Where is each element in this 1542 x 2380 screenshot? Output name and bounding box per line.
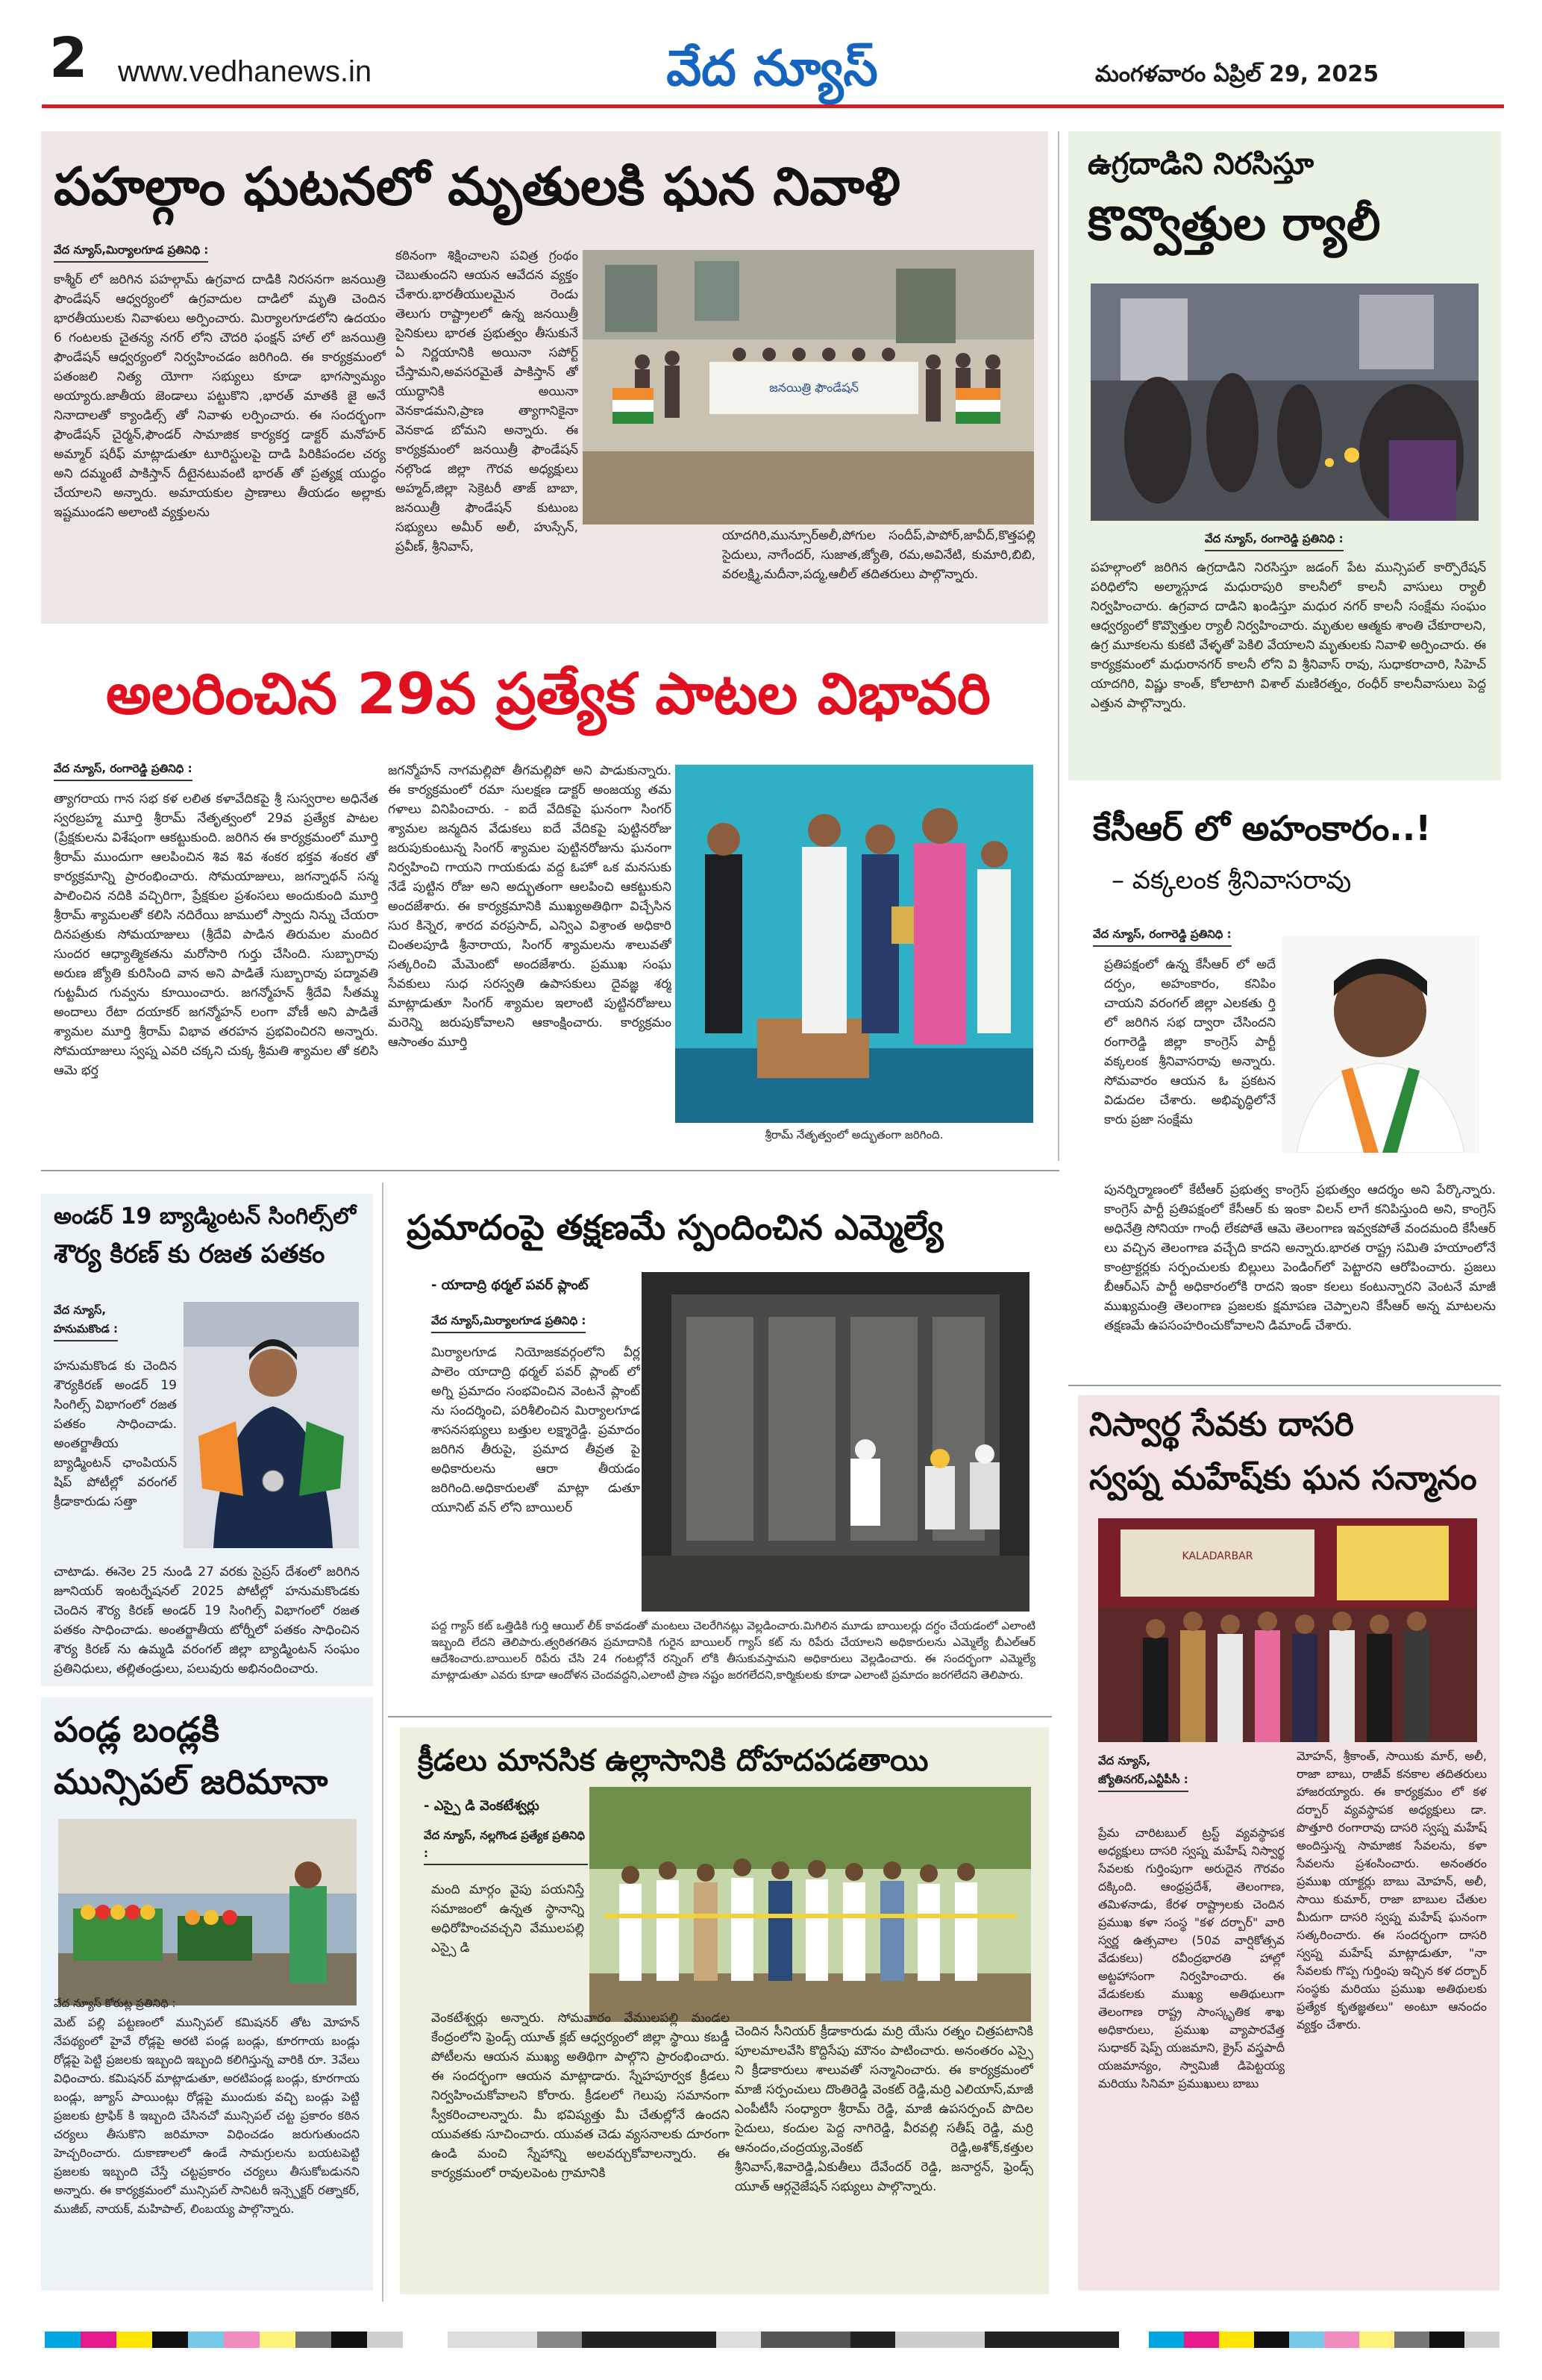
story6-headline: క్రీడలు మానసిక ఉల్లాసానికి దోహదపడతాయి xyxy=(418,1744,929,1778)
story2-byline: వేద న్యూస్, రంగారెడ్డి ప్రతినిధి : xyxy=(54,762,192,781)
story3-col-narrow: హనుమకొండ కు చెందిన శౌర్యకిరణ్ అండర్ 19 సింగిల్స్ విభాగంలో రజత పతకం సాధించాడు. అంతర్జాతీయ బ్యాడ్మింటన్ ఛాంపియన్ షిప్ పోటీల్లో వరంగల్ క్రీడాకారుడు సత్తా xyxy=(54,1359,177,1509)
story1-col2: కఠినంగా శిక్షించాలని పవిత్ర గ్రంథం చెబుతుందని ఆయన ఆవేదన వ్యక్తం చేశారు.భారతీయులమైన రెండు తెలుగు రాష్ట్రాలలో ఉన్న జనయిత్రీ సైనికులు భారత ప్రభుత్వం తీసుకునే ఏ నిర్ణయానికి అయినా సపోర్ట్ చేస్తామని,అవసరమైతే పాకిస్తాన్ తో యుద్ధానికి అయినా వెనకాడమని,ప్రాణ త్యాగానికైనా వెనకాడ బోమని అన్నారు. ఈ కార్యక్రమంలో జనయిత్రీ ఫౌండేషన్ నల్గొండ జిల్లా గౌరవ అధ్యక్షులు అహ్మద్,జిల్లా సెక్రెటరీ తాజ్ బాబా, జనయిత్రీ ఫౌండేషన్ కుటుంబ సభ్యులు అమీర్ అలీ, హుస్సేన్, ప్రవీణ్, శ్రీనివాస్, xyxy=(395,248,578,554)
story2-caption: శ్రీరామ్ నేతృత్వంలో అద్భుతంగా జరిగింది. xyxy=(765,1128,944,1142)
story3-byline-2: హనుమకొండ : xyxy=(54,1322,118,1341)
story7-headline: కొవ్వొత్తుల ర్యాలీ xyxy=(1088,196,1381,251)
story1-photo xyxy=(583,250,1034,524)
story7-photo xyxy=(1091,284,1479,521)
story2-col2: జగన్మోహన్ నాగమల్లిపో తీగమల్లిపో అని పాడుకున్నారు. ఈ కార్యక్రమంలో రమా సులక్షణ డాక్టర్ అంజయ్య తమ గళాలు వినిపించారు. - ఐదే వేదికపై ఘనంగా సింగర్ శ్యామల జన్మదిన వేడుకలు ఐదే వేదికపై పుట్టినరోజు జరుపుకుంటున్న సింగర్ శ్యామల పుట్టినరోజును ఘనంగా నిర్వహించి గాయని గాయకుడు వద్ద ఓహో ఒక మనసుకు నేడే పుట్టిన రోజు అని అద్భుతంగా ఆలపించి ఆకట్టుకుని అందజేశారు. ఈ కార్యక్రమానికి ముఖ్యఅతిథిగా విచ్చేసిన సుర కిన్నెర, శారద వరప్రసాద్, ఎన్విఎ విశ్రాంత అధికారి చింతలపూడి శ్రీనారాయ, సింగర్ శ్యామలను శాలువతో సత్కరించి మేమెంటో అందజేశారు. ప్రముఖ సంఘ సేవకులు సుధ సరస్వతి ఉపాసకులు దైవజ్ఞ శర్మ మాట్లాడుతూ సింగర్ శ్యామల ఇలాంటి పుట్టినరోజులు మరెన్ని జరుపుకోవాలని ఆకాంక్షించారు. కార్యక్రమం ఆసాంతం మూర్తి xyxy=(388,763,671,1050)
story4-byline: వేద న్యూస్ కోరుట్ల ప్రతినిధి : xyxy=(54,1997,176,2010)
story9-byline-wrap xyxy=(1098,1753,1277,1797)
story7-byline: వేద న్యూస్, రంగారెడ్డి ప్రతినిధి : xyxy=(1205,532,1344,551)
story9-byline-1: వేద న్యూస్, xyxy=(1098,1754,1151,1767)
column-rule-2 xyxy=(382,1183,383,2302)
website-url[interactable]: www.vedhanews.in xyxy=(118,55,372,88)
story3-headline-2: శౌర్య కిరణ్ కు రజత పతకం xyxy=(54,1239,325,1269)
story7-body: పహల్గాంలో జరిగిన ఉగ్రదాడిని నిరసిస్తూ జడంగ్ పేట మున్సిపల్ కార్పొరేషన్ పరిధిలోని అల్మాస్గూడ మధురాపురి కాలనీలో కాలనీ వాసులు ర్యాలీ నిర్వహించారు. ఉగ్రవాద దాడిని ఖండిస్తూ మధుర నగర్ కాలనీ సంక్షేమ సంఘం ఆధ్వర్యంలో కొవ్వొత్తుల ర్యాలీ నిర్వహించారు. మృతుల ఆత్మకు శాంతి చేకూరాలని, ఉగ్ర మూకలను కుకటి వేళ్ళతో పెకిలి వేయాలని మృతులకు నివాళి అర్పించారు. ఈ కార్యక్రమంలో మధురానగర్ కాలనీ లోని వి శ్రీనివాస్ రావు, సుధాకరాచారి, సిహెచ్ యాదగిరి, విష్ణు కాంత్, కోలాటాగి విశాల్ మణిరత్నం, రంధీర్ కాలనీవాసులు పెద్ద ఎత్తున పాల్గొన్నారు. xyxy=(1091,560,1486,711)
story1-col3: యాదగిరి,మున్సూర్అలీ,పోగుల సందీప్,పాపోర్,జావీద్,కొత్తపల్లి సైదులు, నాగేందర్, సుజాత,జ్యోతి, రమ,అవినేటి, కుమారి,బిబి, వరలక్ష్మి,మదీనా,పద్మ,ఆలీల్ తదితరులు పాల్గొన్నారు. xyxy=(722,528,1035,582)
story3-col-full: చాటాడు. ఈనెల 25 నుండి 27 వరకు సైప్రస్ దేశంలో జరిగిన జూనియర్ ఇంటర్నేషనల్ 2025 పోటీల్లో హనుమకొండకు చెందిన శౌర్య కిరణ్ అండర్ 19 సింగిల్స్ విభాగంలో రజత పతకం సాధించాడు. అంతర్జాతీయ టోర్నీలో పతకం సాధించిన శౌర్య కిరణ్ ను ఉమ్మడి వరంగల్ జిల్లా బ్యాడ్మింటన్ సంఘం ప్రతినిధులు, తల్లితండ్రులు, పలువురు అభినందించారు. xyxy=(54,1565,360,1676)
story2-photo xyxy=(675,765,1033,1123)
story5-photo xyxy=(642,1272,1029,1612)
story1-col1: కాశ్మీర్ లో జరిగిన పహల్గామ్ ఉగ్రవాద దాడికి నిరసనగా జనయిత్రి ఫౌండేషన్ ఆధ్వర్యంలో ఉగ్రవాదుల దాడిలో మృతి చెందిన భారతీయులకు నివాళులు అర్పించారు. మిర్యాలగూడలోని ఉదయం 6 గంటలకు చైతన్య నగర్ లోని చౌదరి ఫంక్షన్ హాల్ లో జనయిత్రి ఫౌండేషన్ ఆధ్వర్యంలో నిర్వహించడం జరిగింది. ఈ కార్యక్రమంలో పతంజలి నిత్య యోగా సభ్యులు కూడా భాగస్వామ్యం అయ్యారు.జాతీయ జెండాలు పట్టుకొని ,భారత్ మాతకి జై అనే నినాదాలతో క్యాండిల్స్ తో నివాళు లర్పించారు. ఈ సందర్భంగా ఫౌండేషన్ చైర్మన్,ఫౌండర్ సామాజిక కార్యకర్త డాక్టర్ మనోహర్ అమ్మార్ షరీఫ్ మాట్లాడుతూ టూరిస్టులపై దాడి పిరికిపందల చర్య అని దమ్మంటే పాకిస్తాన్ దీటైనటువంటి భారత్ తో ప్రత్యక్ష యుద్ధం చేయాలని అన్నారు. అమాయకుల ప్రాణాలు తీయడం అల్లాకు ఇష్టముండని అలాంటి వ్యక్తులను xyxy=(54,272,386,520)
masthead-logo: వేద న్యూస్ xyxy=(666,40,878,97)
story4-body: మెట్ పల్లి పట్టణంలో మున్సిపల్ కమిషనర్ తోట మోహన్ నేపథ్యంలో హైవే రోడ్లపై అరటి పండ్ల బండ్లు, కూరగాయ బండ్లు రోడ్లపై పెట్టి ప్రజలకు ఇబ్బంది ఇబ్బంది కలిగిస్తున్న వారికి రూ. 3వేలు విధించారు. కమిషనర్ మాట్లాడుతూ, అరటిపండ్ల బండ్లు, కూరగాయ బండ్లు, జ్యూస్ పాయింట్లు రోడ్లపై ముందుకు వచ్చి బండ్లు పెట్టి ప్రజలకు ట్రాఫిక్ కి ఇబ్బంది చేసినచో మున్సిపల్ చట్ట ప్రకారం కఠిన చర్యలు తీసుకొని జరిమానా విధించడం జరుగుతుందని హెచ్చరించారు. దుకాణాలలో ఉండే సామగ్రులను బయటపెట్టి ప్రజలకు ఇబ్బంది చేస్తే చట్టప్రకారం చర్యలు తీసుకోబడునని అన్నారు. ఈ కార్యక్రమంలో మున్సిపల్ సానిటరీ ఇన్స్పెక్టర్ రత్నాకర్, ముజీబ్, నాయక్, మహిపాల్, లింబయ్య పాల్గొన్నారు. xyxy=(54,2015,360,2216)
story9-headline-1: నిస్వార్థ సేవకు దాసరి xyxy=(1089,1406,1354,1444)
masthead-rule xyxy=(42,104,1504,108)
story3-byline-wrap xyxy=(54,1303,203,1346)
story2-headline: అలరించిన 29వ ప్రత్యేక పాటల విభావరి xyxy=(106,660,991,727)
column-rule-1 xyxy=(1058,131,1059,1161)
horizontal-rule-1 xyxy=(41,1170,1059,1171)
story6-col3: చెందిన సీనియర్ క్రీడాకారుడు మర్రి యేసు రత్నం చిత్రపటానికి పూలమాలవేసి కొద్దిసేపు మౌనం పాటించారు. అనంతరం ఎస్సై ని క్రీడాకారులు శాలువతో సన్మానించారు. ఈ కార్యక్రమంలో మాజీ సర్పంచులు దొంతిరెడ్డి వెంకట్ రెడ్డి,మర్రి ఎలియాస్,మాజీ ఎంపీటీసీ సంధ్యారా శ్రీరామ్ రెడ్డి, మాజీ ఉపసర్పంచ్ పొదిల సైదులు, కందుల పెద్ద నాగిరెడ్డి, వీరవల్లి సతీష్ రెడ్డి, మర్రి ఆనందం,చంద్రయ్య,వెంకట్ రెడ్డి,అశోక్,కత్తుల శ్రీనివాస్,శివారెడ్డి,ఏకుతీలు దేవేందర్ రెడ్డి, జనార్దన్, ఫ్రెండ్స్ యూత్ ఆర్గనైజేషన్ సభ్యులు పాల్గొన్నారు. xyxy=(735,2024,1033,2194)
story5-headline: ప్రమాదంపై తక్షణమే స్పందించిన ఎమ్మెల్యే xyxy=(407,1207,944,1247)
story8-photo xyxy=(1282,936,1479,1153)
story9-col1: ప్రేమ చారిటబుల్ ట్రస్ట్ వ్యవస్థాపక అధ్యక్షులు దాసరి స్వప్న మహేష్ నిస్వార్థ సేవలకు గుర్తింపుగా అరుదైన గౌరవం దక్కింది. ఆంధ్రప్రదేశ్, తెలంగాణ, తమిళనాడు, కేరళ రాష్ట్రాలకు చెందిన ప్రముఖ కళా సంస్థ "కళ దర్బార్" వారి స్వర్ణ ఉత్సవాల (50వ వార్షికోత్సవ వేడుకలు) రవీంద్రభారతి హాల్లో అట్టహాసంగా నిర్వహించారు. ఈ వేడుకలకు ముఖ్య అతిథులుగా తెలంగాణ రాష్ట్ర సాంస్కృతిక శాఖ అధికారులు, ప్రముఖ వ్యాపారవేత్త సుధాకర్ షెప్ప్ యజమాని, క్రైస్ వస్త్రపాదీ యజమాన్యం, స్వామిజీ డిపెట్టయ్య మరియు సినిమా ప్రముఖులు బాబు xyxy=(1098,1826,1285,2091)
story5-col-full: పద్ద గ్యాస్ కట్ ఒత్తిడికి గుర్తి ఆయిల్ లీక్ కావడంతో మంటలు చెలరేగినట్లు వెల్లడించారు.మిగిలిన మూడు బాయిలర్లు దగ్ధం చేయడంలో ఎలాంటి ఇబ్బంది లేదని తెలిపారు.త్వరితగతిన ప్రమాదానికి గురైన బాయిలర్ గ్యాస్ కట్ ను రిపేరు చేయాలని అధికారులను ఎమ్మెల్యే బీఎల్ఆర్ ఆదేశించారు.బాయిలర్ రిపేరు చేసి 24 గంటల్లోనే రన్నింగ్ లోకి తీసుకువస్తామని అధికారులు వెల్లడించారు. ఈ సందర్భంగా ఎమ్మెల్యే మాట్లాడుతూ ఎవరు కూడా ఆందోళన చెందవద్దని,ఎలాంటి ప్రాణ నష్టం జరగలేదని,కార్మికులకు కూడా ఎలాంటి ప్రమాదం జరగలేదని తెలిపారు. xyxy=(431,1619,1035,1682)
story6-col-narrow: మంది మార్గం వైపు పయనిస్తే సమాజంలో ఉన్నత స్థానాన్ని అధిరోహించవచ్చని వేములపల్లి ఎస్సై డి xyxy=(431,1882,584,1955)
story6-subhead: - ఎస్పై డి వెంకటేశ్వర్లు xyxy=(424,1798,539,1814)
story8-author: – వక్కలంక శ్రీనివాసరావు xyxy=(1112,865,1352,895)
color-strip-mid xyxy=(448,2332,1119,2348)
svg-text:KALADARBAR: KALADARBAR xyxy=(1182,1550,1253,1562)
horizontal-rule-2 xyxy=(388,1716,1052,1717)
story9-byline-2: జ్యోతినగర్,ఎన్టీపీసీ : xyxy=(1098,1773,1188,1792)
story8-byline: వేద న్యూస్, రంగారెడ్డి ప్రతినిధి : xyxy=(1093,927,1232,947)
story7-kicker: ఉగ్రదాడిని నిరసిస్తూ xyxy=(1088,147,1314,181)
story2-byline-wrap xyxy=(54,761,352,786)
story4-photo xyxy=(58,1819,357,2005)
story1-byline: వేద న్యూస్,మిర్యాలగూడ ప్రతినిధి : xyxy=(54,243,208,263)
story1-headline: పహల్గాం ఘటనలో మృతులకి ఘన నివాళి xyxy=(54,156,900,217)
story5-subhead: - యాదాద్రి థర్మల్ పవర్ ప్లాంట్ xyxy=(431,1277,589,1293)
story8-headline: కేసీఆర్ లో అహంకారం..! xyxy=(1093,808,1432,848)
story6-byline: వేద న్యూస్, నల్లగొండ ప్రత్యేక ప్రతినిధి : xyxy=(424,1826,588,1865)
story9-col2: మోహన్, శ్రీకాంత్, సాయికు మార్, అలీ, రాజా బాబు, రాజీవ్ కనకాల తదితరులు హాజరయ్యారు. ఈ కార్యక్రమం లో కళ దర్బార్ వ్యవస్థాపక అధ్యక్షులు డా. పొత్తూరి రంగారావు దాసరి స్వప్న మహేష్ అందిస్తున్న సామాజిక సేవలను, కళా సేవలను ప్రశంసించారు. అనంతరం ప్రముఖ యాక్టర్లు బాబు మోహన్, అలీ, సాయి కుమార్, రాజా బాబుల చేతుల మీదుగా దాసరి స్వప్న మహేష్ ఘనంగా సత్కరించారు. ఈ సందర్భంగా దాసరి స్వప్న మహేష్ మాట్లాడుతూ, "నా సేవలకు గొప్ప గుర్తింపు ఇచ్చిన కళ దర్బార్ సంస్థకు మరియు ప్రముఖ అతిథులకు ప్రత్యేక కృతజ్ఞతలు" అంటూ ఆనందం వ్యక్తం చేశారు. xyxy=(1297,1749,1487,2032)
story6-col-full: వెంకటేశ్వర్లు అన్నారు. సోమవారం వేములపల్లి మండల కేంద్రంలోని ఫ్రెండ్స్ యూత్ క్లబ్ ఆధ్వర్యంలో జిల్లా స్థాయి కబడ్డీ పోటీలను ఆయన ముఖ్య అతిథిగా పాల్గొని ప్రారంభించారు. ఈ సందర్భంగా ఆయన మాట్లాడారు. స్నేహపూర్వక క్రీడలు నిర్వహించుకోవాలని కోరారు. క్రీడలలో గెలుపు సమానంగా స్వీకరించాలన్నారు. మీ భవిష్యత్తు మీ చేతుల్లోనే ఉందని యువతకు సూచించారు. యువత చెడు వ్యసనాలకు దూరంగా ఉండి మంచి స్నేహాన్ని అలవర్చుకోవాలన్నారు. ఈ కార్యక్రమంలో రావులపెంట గ్రామానికి xyxy=(431,2011,730,2181)
color-strip-left xyxy=(45,2332,403,2348)
story3-photo xyxy=(184,1302,359,1548)
svg-text:జనయిత్రి ఫౌండేషన్: జనయిత్రి ఫౌండేషన్ xyxy=(769,381,859,395)
story2-col1: త్యాగరాయ గాన సభ కళ లలిత కళావేదికపై శ్రీ సుస్వరాల అధినేత స్వరబ్రహ్మ మూర్తి శ్రీరామ్ నేతృత్వంలో 29వ ప్రత్యేక పాటల (ప్రేక్షకులను విశేషంగా ఆకట్టుకుంది. జరిగిన ఈ కార్యక్రమంలో మూర్తి శ్రీరామ్ ముందుగా ఆలపించిన శివ శివ శంకర భక్తవ శంకర తో కార్యక్రమాన్ని ప్రారంభించారు. సోమయాజులు, జగన్నాథన్ సన్మ పాలించిన నదికి వచ్చిరిగా, ప్రేక్షకుల ప్రశంసలు అందుకుంది మూర్తి శ్రీరామ్ శ్యామలతో కలిసి నదిరేయి జాములో స్వాదు నిన్ను చేయరా దినపత్రుకు సోమయాజులు (శ్రీదేవి పాడిన తిరుమల మందిర సుందర ఆధ్యాత్మికతను మరోసారి గుర్తు చేసింది. సుబ్బారావు అరుణ జ్యోతి కురిసింది వాన అని పాడితే సుబ్బారావు పద్మావతి గుట్టమీద గువ్వను కూయించారు. జగన్మోహన్ శ్రీదేవి సీతమ్మ అందాలు రేటా దయాకర్ జగన్మోహన్ లంగా వోణీ అని పాడితే శ్యామల మూర్తి శ్రీరామ్ విభావ తరహన ప్రభవించిరని అన్నారు. సోమయాజులు స్వప్న ఎవరి చక్కని చుక్క శ్రీమతి శ్యామల తో కలిసి ఆమె భర్త xyxy=(54,792,378,1078)
story6-byline-wrap xyxy=(424,1826,588,1870)
page-number: 2 xyxy=(49,26,88,90)
story1-byline-wrap xyxy=(54,242,404,267)
story9-photo xyxy=(1098,1518,1477,1742)
story6-photo xyxy=(589,1787,1031,2022)
story8-col-full: పునర్నిర్మాణంలో కేటీఆర్ ప్రభుత్వ కాంగ్రెస్ ప్రభుత్వం ఆదర్శం అని పేర్కొన్నారు. కాంగ్రెస్ పార్టీ ప్రతిపక్షంలో కేసీఆర్ కు ఇంకా విలన్ లాగే కనిపిస్తుంది అని, కాంగ్రెస్ అధినేత్రి సోనియా గాంధీ లేకపోతే ఆమె తెలంగాణ ఇవ్వకపోతే వందమంది కేసీఆర్ లు వచ్చిన తెలంగాణ వచ్చేది కాదని అన్నారు.భారత రాష్ట్ర సమితి హయాంలోనే కాంట్రాక్టర్లకు సర్పంచులకు బిల్లులు పెండింగ్‌లో పెట్టారని ఆరోపించారు. ప్రజలు బీఆర్ఎస్ పార్టీ అధికారంలోకి రాదని ఇంకా కలలు కంటున్నారని వెంటనే మాజీ ముఖ్యమంత్రి తెలంగాణ ప్రజలకు క్షమాపణ చెప్పాలని కేసీఆర్ అన్న మాటలను తక్షణమే ఉపసంహరించుకోవాలని డిమాండ్ చేశారు. xyxy=(1104,1183,1496,1333)
story5-byline: వేద న్యూస్,మిర్యాలగూడ ప్రతినిధి : xyxy=(431,1314,586,1333)
story5-byline-wrap xyxy=(431,1313,670,1338)
issue-date: మంగళవారం ఏప్రిల్ 29, 2025 xyxy=(1095,61,1379,87)
story8-col-narrow: ప్రతిపక్షంలో ఉన్న కేసీఆర్ లో అదే దర్పం, అహంకారం, కనిపిం చాయని వరంగల్ జిల్లా ఎలకతు ర్తి లో జరిగిన సభ ద్వారా చేసిందని రంగారెడ్డి జిల్లా కాంగ్రెస్ పార్టీ వక్కలంక శ్రీనివాసరావు అన్నారు. సోమవారం ఆయన ఓ ప్రకటన విడుదల చేశారు. అభివృద్ధిలోనే కారు ప్రజా సంక్షేమ xyxy=(1104,957,1276,1127)
color-strip-right xyxy=(1149,2332,1499,2348)
horizontal-rule-right xyxy=(1068,1385,1501,1386)
story3-byline-1: వేద న్యూస్, xyxy=(54,1303,107,1317)
story3-headline-1: అండర్ 19 బ్యాడ్మింటన్ సింగిల్స్‌లో xyxy=(54,1203,357,1230)
story9-headline-2: స్వప్న మహేష్‌కు ఘన సన్మానం xyxy=(1089,1459,1477,1497)
story5-col-narrow: మిర్యాలగూడ నియోజకవర్గంలోని వీర్ల పాలెం యాదాద్రి థర్మల్ పవర్ ప్లాంట్ లో అగ్ని ప్రమాదం సంభవించిన వెంటనే ప్లాంట్ ను సందర్శించి, పరిశీలించిన మిర్యాలగూడ శాసనసభ్యులు బత్తుల లక్ష్మారెడ్డి. ప్రమాదం జరిగిన తీరుపై, ప్రమాద తీవ్రత పై అధికారులను ఆరా తీయడం జరిగింది.అధికారులతో మాట్లా డుతూ యూనిట్ వన్ లోని బాయిలర్ xyxy=(431,1345,640,1515)
story4-headline-2: మున్సిపల్ జరిమానా xyxy=(54,1761,328,1802)
story4-headline-1: పండ్ల బండ్లకి xyxy=(54,1709,219,1750)
story7-byline-wrap xyxy=(1205,531,1488,556)
